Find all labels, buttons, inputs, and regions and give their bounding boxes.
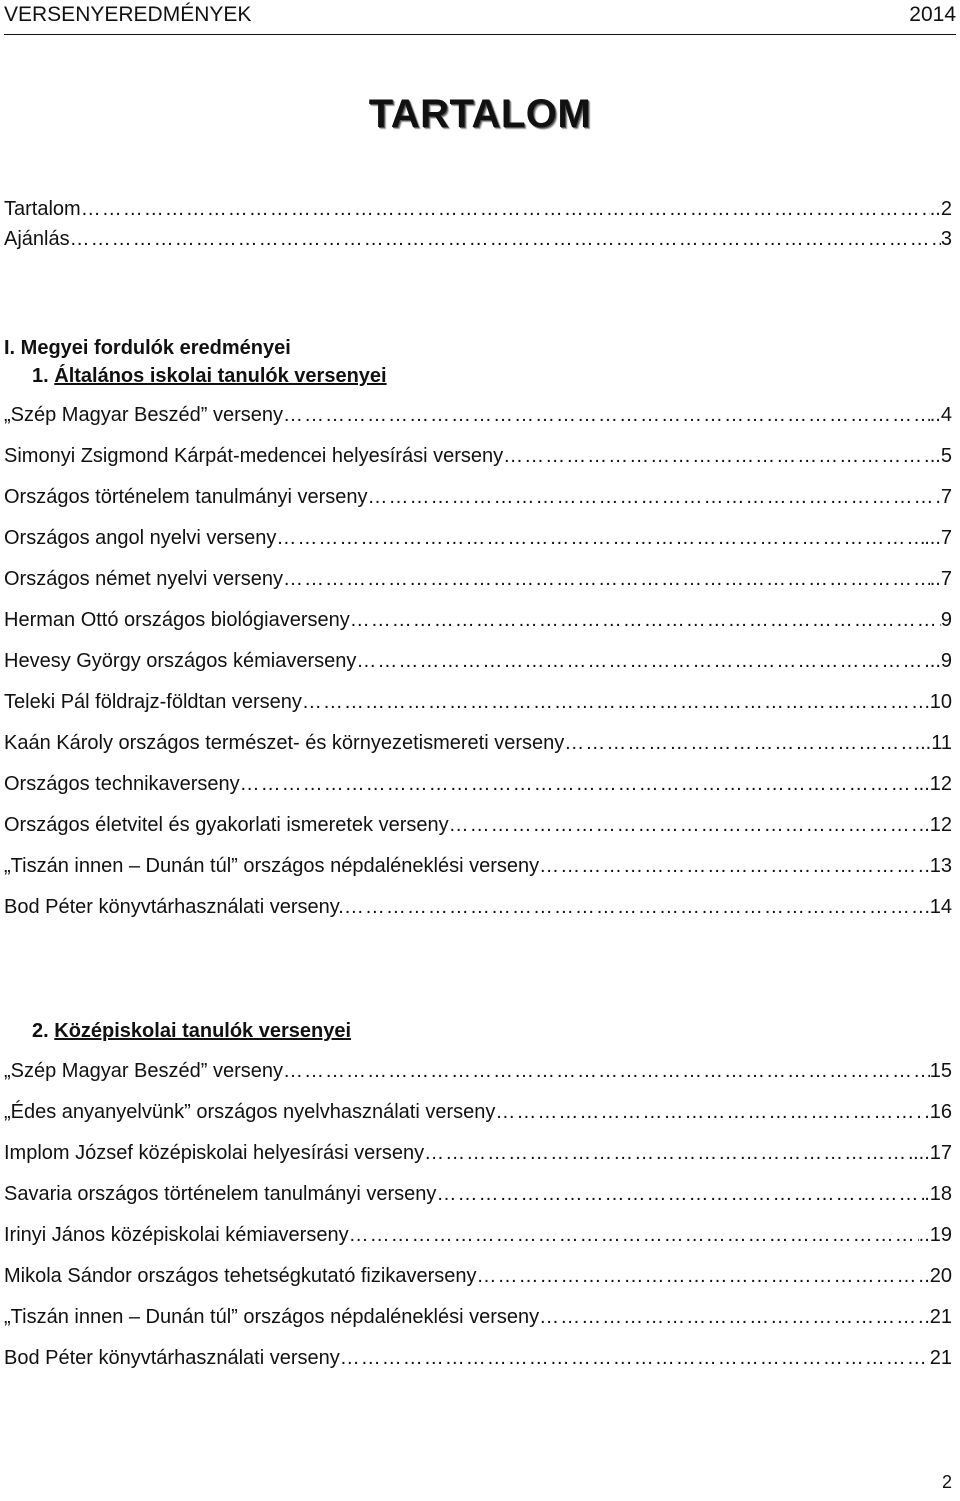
- subsection-heading: [32, 365, 387, 388]
- toc-entry[interactable]: [4, 650, 952, 680]
- toc-entry-label: Országos angol nyelvi verseny: [4, 527, 277, 549]
- toc-entry-label: Országos technikaverseny: [4, 773, 240, 795]
- toc-entry-label: Országos történelem tanulmányi verseny: [4, 486, 368, 508]
- toc-entry-label: „Édes anyanyelvünk” országos nyelvhasználati verseny: [4, 1101, 496, 1123]
- toc-entry-label: Simonyi Zsigmond Kárpát-medencei helyesírási verseny: [4, 445, 504, 467]
- toc-entry-label: Ajánlás: [4, 228, 70, 250]
- toc-leader: [340, 1347, 930, 1370]
- subsection-heading: [32, 1020, 351, 1043]
- toc-entry[interactable]: [4, 814, 952, 844]
- toc-entry[interactable]: [4, 732, 952, 762]
- toc-entry[interactable]: [4, 896, 952, 926]
- toc-leader: [349, 1224, 919, 1247]
- toc-entry-label: Bod Péter könyvtárhasználati verseny.: [4, 896, 344, 918]
- page-title: TARTALOM: [368, 92, 592, 136]
- toc-entry-page: ...7: [924, 527, 952, 549]
- header-left: VERSENYEREDMÉNYEK: [4, 3, 252, 26]
- toc-entry-page: 3: [940, 228, 952, 250]
- page-header: [4, 0, 956, 35]
- toc-entry[interactable]: [4, 1060, 952, 1090]
- toc-leader: [476, 1265, 924, 1288]
- toc-entry-label: Implom József középiskolai helyesírási verseny: [4, 1142, 425, 1164]
- toc-entry-page: ..5: [929, 445, 952, 467]
- toc-entry[interactable]: [4, 445, 952, 475]
- toc-leader: [539, 855, 930, 878]
- toc-entry-page: 21: [929, 1306, 952, 1328]
- toc-entry[interactable]: [4, 1306, 952, 1336]
- toc-entry-label: „Tiszán innen – Dunán túl” országos népdaléneklési verseny: [4, 855, 540, 877]
- toc-leader: [276, 527, 924, 550]
- toc-entry[interactable]: [4, 609, 952, 639]
- subsection-number: 2.: [32, 1020, 49, 1042]
- toc-entry[interactable]: [4, 1347, 952, 1377]
- toc-leader: [495, 1101, 924, 1124]
- toc-entry-page: ...11: [914, 732, 952, 754]
- toc-entry[interactable]: [4, 568, 952, 598]
- header-year: 2014: [909, 3, 956, 26]
- toc-entry[interactable]: [4, 773, 952, 803]
- toc-entry[interactable]: [4, 527, 952, 557]
- toc-entry-page: 13: [929, 855, 952, 877]
- toc-leader: [350, 609, 941, 632]
- toc-leader: [283, 568, 930, 591]
- toc-leader: [302, 691, 930, 714]
- toc-entry-label: Tartalom: [4, 198, 81, 220]
- toc-entry[interactable]: [4, 404, 952, 434]
- toc-entry-page: .16: [924, 1101, 952, 1123]
- toc-entry[interactable]: [4, 855, 952, 885]
- toc-entry[interactable]: [4, 1142, 952, 1172]
- toc-leader: [356, 650, 924, 673]
- toc-entry-label: „Szép Magyar Beszéd” verseny: [4, 1060, 284, 1082]
- toc-entry-label: Országos életvitel és gyakorlati ismeretek verseny: [4, 814, 449, 836]
- toc-entry[interactable]: [4, 691, 952, 721]
- toc-leader: [283, 404, 930, 427]
- toc-entry-label: Országos német nyelvi verseny: [4, 568, 284, 590]
- toc-leader: [436, 1183, 924, 1206]
- toc-entry-label: Kaán Károly országos természet- és környezetismereti verseny: [4, 732, 565, 754]
- toc-entry-label: Hevesy György országos kémiaverseny: [4, 650, 357, 672]
- toc-entry-page: .18: [924, 1183, 952, 1205]
- toc-entry-page: ..19: [918, 1224, 952, 1246]
- toc-leader: [344, 896, 930, 919]
- toc-leader: [539, 1306, 930, 1329]
- toc-entry-label: Teleki Pál földrajz-földtan verseny: [4, 691, 302, 713]
- toc-entry-label: „Szép Magyar Beszéd” verseny: [4, 404, 284, 426]
- toc-entry-page: 10: [929, 691, 952, 713]
- toc-entry[interactable]: [4, 1183, 952, 1213]
- toc-entry-page: ..4: [929, 404, 952, 426]
- section-heading: I. Megyei fordulók eredményei: [4, 337, 291, 359]
- toc-leader: [240, 773, 913, 796]
- toc-leader: [81, 198, 930, 221]
- toc-entry-page: ..2: [929, 198, 952, 220]
- toc-entry-page: .7: [935, 486, 952, 508]
- toc-leader: [368, 486, 936, 509]
- toc-entry-label: Herman Ottó országos biológiaverseny: [4, 609, 350, 631]
- toc-leader: [424, 1142, 913, 1165]
- toc-entry[interactable]: [4, 1224, 952, 1254]
- toc-leader: [70, 228, 941, 251]
- toc-entry-page: 9: [940, 609, 952, 631]
- toc-entry-label: Irinyi János középiskolai kémiaverseny: [4, 1224, 349, 1246]
- toc-entry-label: „Tiszán innen – Dunán túl” országos népdaléneklési verseny: [4, 1306, 540, 1328]
- toc-entry-page: ..7: [929, 568, 952, 590]
- toc-leader: [503, 445, 930, 468]
- toc-entry-page: ...9: [924, 650, 952, 672]
- toc-entry-page: ..12: [918, 814, 952, 836]
- toc-leader: [449, 814, 919, 837]
- toc-entry[interactable]: [4, 1101, 952, 1131]
- toc-entry[interactable]: [4, 228, 952, 258]
- subsection-title: Általános iskolai tanulók versenyei: [54, 365, 387, 387]
- toc-leader: [283, 1060, 930, 1083]
- toc-entry-label: Mikola Sándor országos tehetségkutató fizikaverseny: [4, 1265, 477, 1287]
- toc-entry-page: .20: [924, 1265, 952, 1287]
- toc-entry-page: ...12: [913, 773, 952, 795]
- toc-entry[interactable]: [4, 198, 952, 228]
- toc-entry[interactable]: [4, 1265, 952, 1295]
- toc-entry-page: 14: [929, 896, 952, 918]
- toc-leader: [564, 732, 914, 755]
- subsection-number: 1.: [32, 365, 49, 387]
- toc-entry-page: 21: [929, 1347, 952, 1369]
- toc-entry-page: ...17: [913, 1142, 952, 1164]
- toc-entry-page: 15: [929, 1060, 952, 1082]
- subsection-title: Középiskolai tanulók versenyei: [54, 1020, 352, 1042]
- toc-entry-label: Savaria országos történelem tanulmányi verseny: [4, 1183, 437, 1205]
- page-number: 2: [941, 1472, 952, 1492]
- toc-entry[interactable]: [4, 486, 952, 516]
- toc-entry-label: Bod Péter könyvtárhasználati verseny: [4, 1347, 340, 1369]
